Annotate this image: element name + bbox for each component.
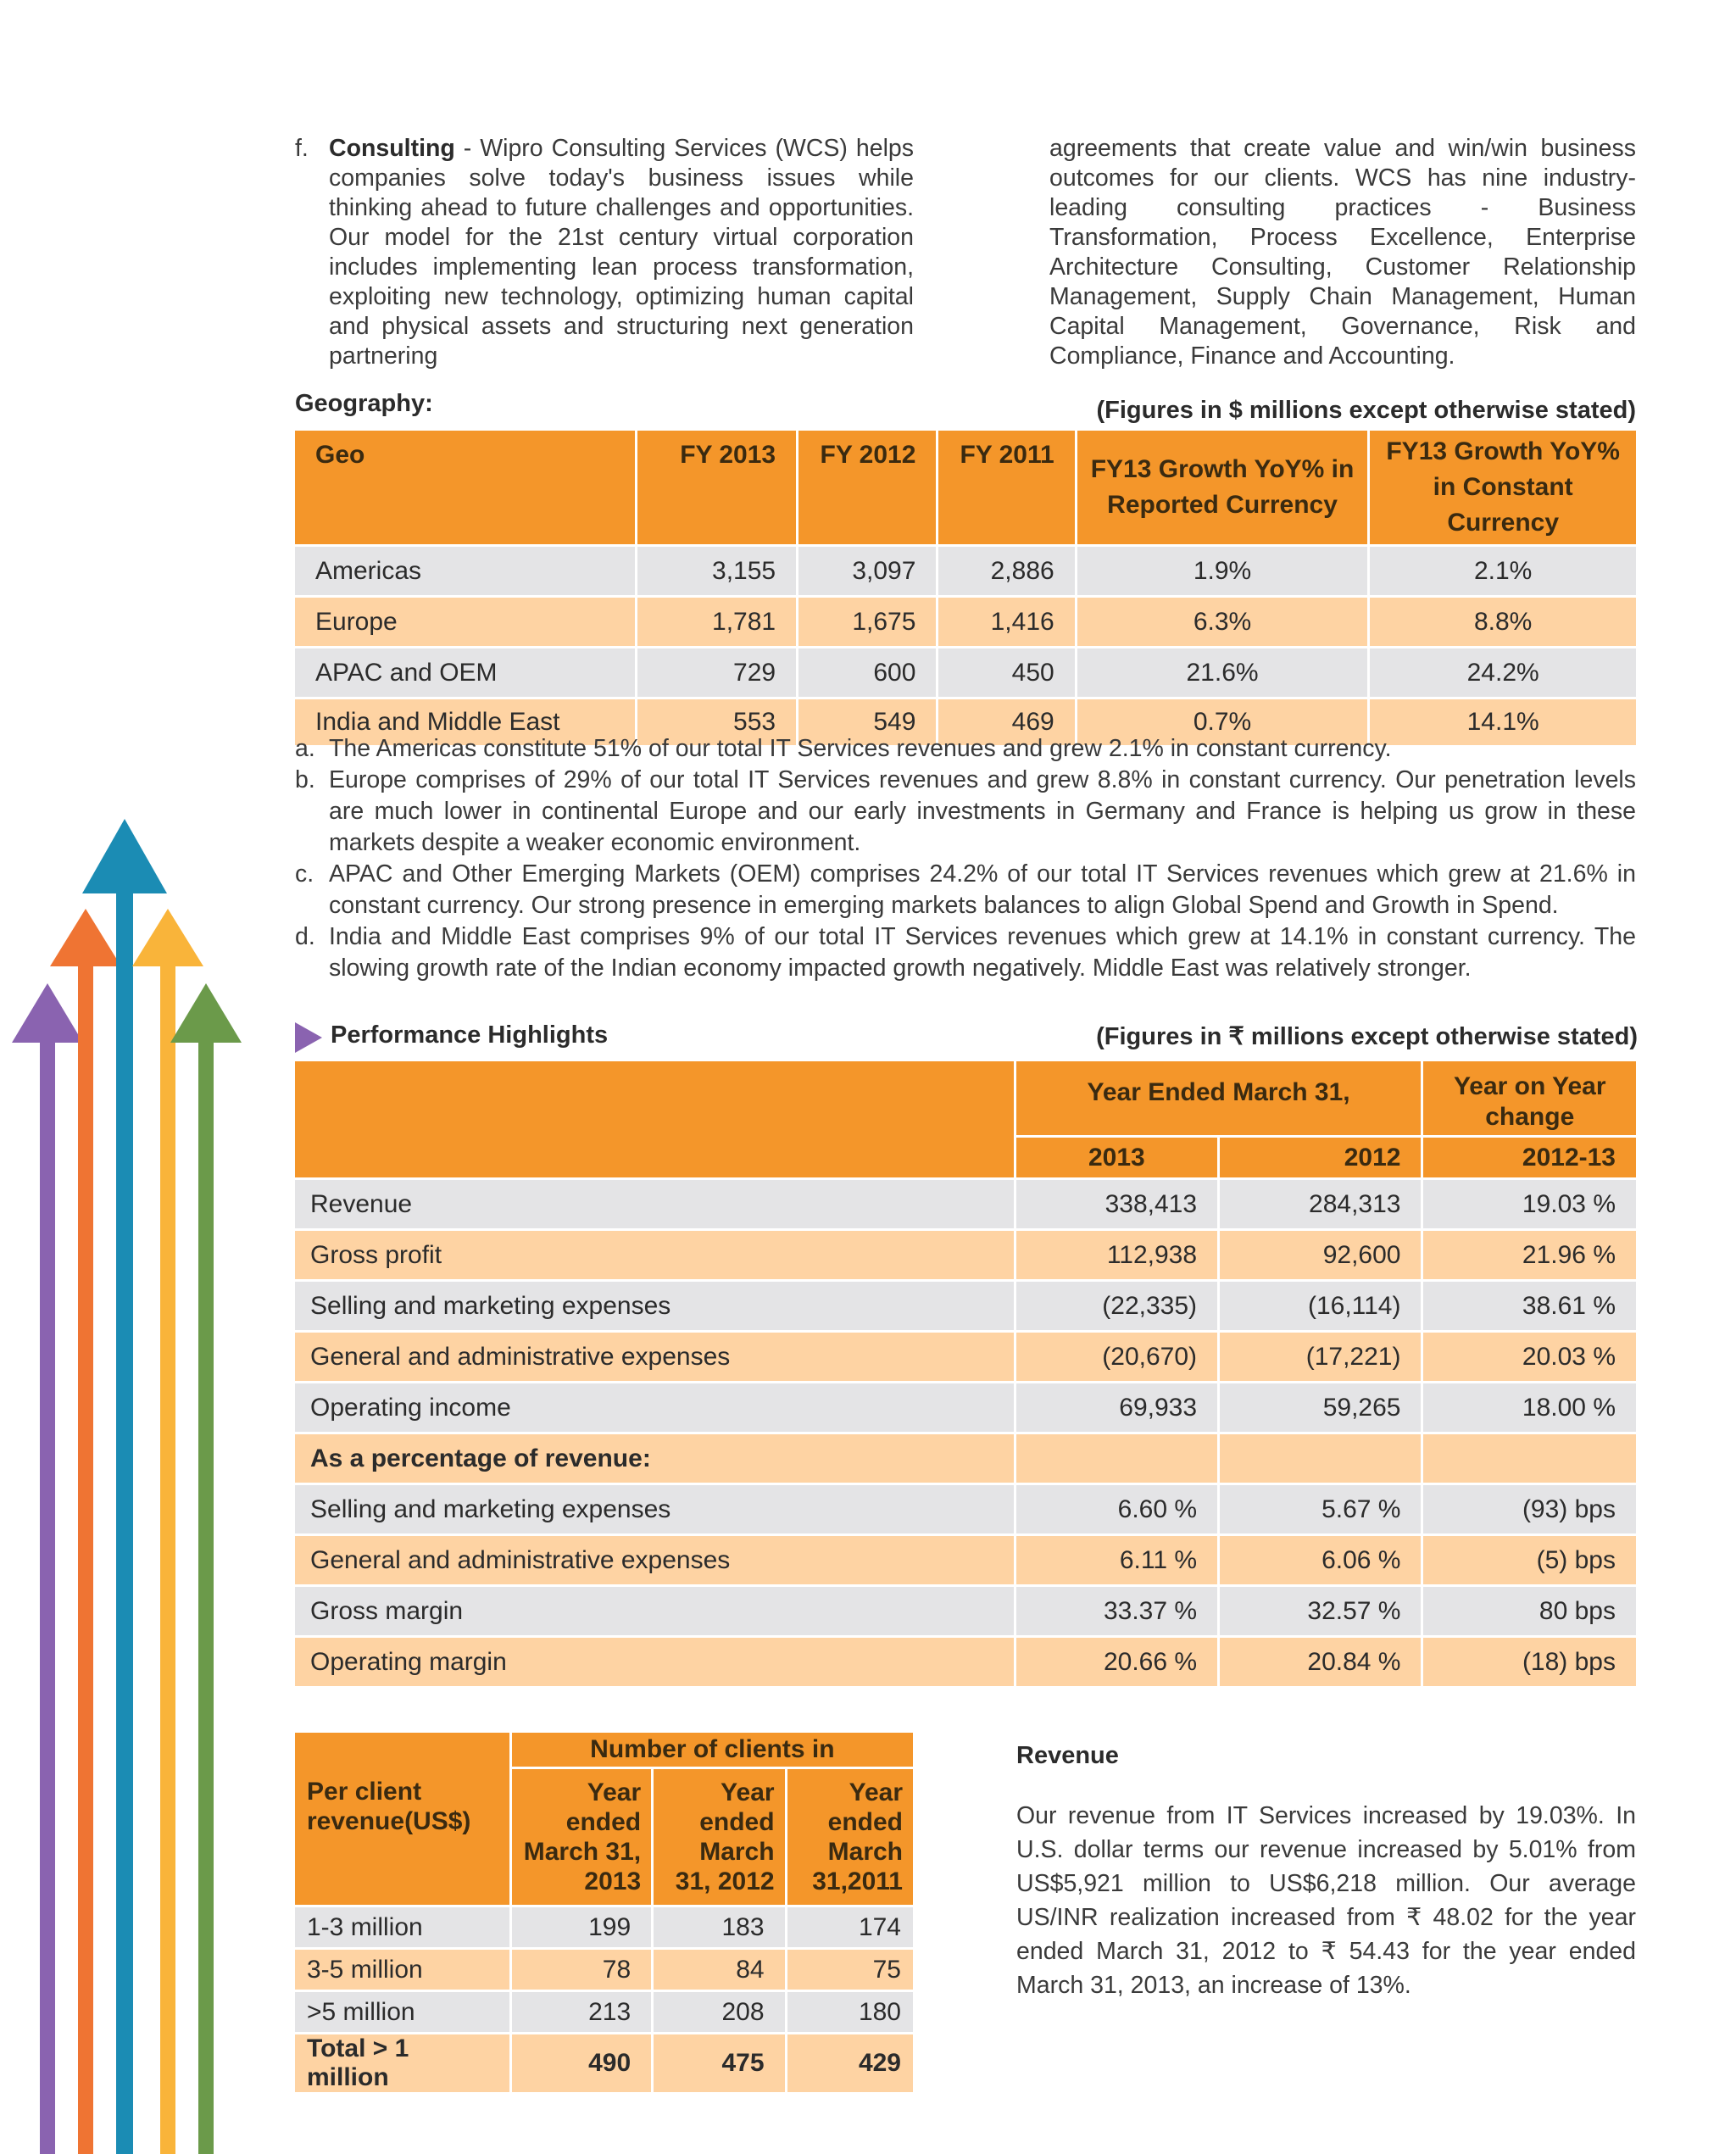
performance-note: (Figures in ₹ millions except otherwise stated) [1096,1023,1638,1050]
table-row: APAC and OEM 729 600 450 21.6% 24.2% [295,648,1636,697]
consulting-left-column: f. Consulting - Wipro Consulting Services (WCS) helps companies solve today's business issues while thinking ahead to future challenges and opportunities. Our model for the 21st century virtual corporation includes implementing lean process transformation, exploiting new technology, optimizing human capital and physical assets and structuring next generation partnering [295,135,915,370]
table-row: Revenue 338,413 284,313 19.03 % [295,1180,1636,1228]
consulting-text-left: Wipro Consulting Services (WCS) helps companies solve today's business issues while thinking ahead to future challenges and opportunities. Our model for the 21st century virtual corporation includes implementing lean process transformation, exploiting new technology, optimizing human capital and physical assets and structuring next generation partnering [329,135,915,370]
blue-arrow-icon [82,819,167,2154]
table-row: Europe 1,781 1,675 1,416 6.3% 8.8% [295,598,1636,646]
geography-note: (Figures in $ millions except otherwise stated) [1096,397,1636,424]
triangle-bullet-icon [295,1022,322,1053]
table-row: Selling and marketing expenses (22,335) (16,114) 38.61 % [295,1282,1636,1330]
table-row: Gross profit 112,938 92,600 21.96 % [295,1231,1636,1279]
revenue-text: Our revenue from IT Services increased by 19.03%. In U.S. dollar terms our revenue increased by 5.01% from US$5,921 million to US$6,218 million. Our average US/INR realization increased from ₹ 48.02 for the year ended March 31, 2012 to ₹ 54.43 for the year ended March 31, 2013, an increase of 13%. [1016,1802,1636,1999]
geography-title: Geography: [295,390,433,417]
header-yoy: Year on Year change [1453,1072,1606,1131]
table-row: India and Middle East 553 549 469 0.7% 14.1% [295,699,1636,745]
purple-arrow-icon [12,983,83,2154]
table-row: Operating margin 20.66 % 20.84 % (18) bps [295,1638,1636,1686]
performance-title: Performance Highlights [331,1021,609,1049]
geo-header-fy2012: FY 2012 [820,441,916,469]
orange-arrow-icon [50,909,121,2154]
table-row: 1-3 million 199 183 174 [295,1907,913,1947]
list-letter: f. [295,135,309,162]
consulting-text-right: agreements that create value and win/win business outcomes for our clients. WCS has nine industry-leading consulting practices - Business Transformation, Process Excellence, Enterprise Architecture Consulting, Customer Relationship Management, Supply Chain Management, Human Capital Management, Governance, Risk and Compliance, Finance and Accounting. [1049,135,1636,370]
table-row: Gross margin 33.37 % 32.57 % 80 bps [295,1587,1636,1635]
clients-header-group: Number of clients in [590,1735,835,1763]
geography-table [292,428,1639,748]
table-row: Operating income 69,933 59,265 18.00 % [295,1383,1636,1432]
yellow-arrow-icon [132,909,203,2154]
pct-label: As a percentage of revenue: [310,1444,651,1472]
table-row: General and administrative expenses 6.11 % 6.06 % (5) bps [295,1536,1636,1584]
geo-header-constant: FY13 Growth YoY% in Constant Currency [1386,437,1620,537]
consulting-title: Consulting [329,135,455,162]
list-item: b. Europe comprises of 29% of our total IT Services revenues and grew 8.8% in constant currency. Our penetration levels are much lower in continental Europe and our early investments in Germany and France is helping us grow in these markets despite a weaker economic environment. [295,766,1636,856]
list-item: c. APAC and Other Emerging Markets (OEM) comprises 24.2% of our total IT Services revenues which grew at 21.6% in constant currency. Our strong presence in emerging markets balances to align Global Spend and Growth in Spend. [295,860,1636,919]
table-row: >5 million 213 208 180 [295,1992,913,2032]
header-year-ended: Year Ended March 31, [1087,1078,1350,1106]
per-client-label: Per client revenue(US$) [307,1778,471,1835]
decorative-arrows [0,805,254,2154]
performance-table [292,1059,1639,1689]
consulting-right-column [1049,134,1636,371]
list-item: d. India and Middle East comprises 9% of our total IT Services revenues which grew at 14.1% in constant currency. The slowing growth rate of the Indian economy impacted growth negatively. Middle East was relatively stronger. [295,923,1636,982]
green-arrow-icon [170,983,242,2154]
list-item: a. The Americas constitute 51% of our total IT Services revenues and grew 2.1% in constant currency. [295,735,1392,762]
table-row: Americas 3,155 3,097 2,886 1.9% 2.1% [295,547,1636,595]
geo-header-fy2013: FY 2013 [680,441,776,469]
clients-table [292,1730,915,2095]
geo-header-reported: FY13 Growth YoY% in Reported Currency [1090,455,1355,519]
geography-notes [295,733,1636,984]
col-change: 2012-13 [1522,1143,1616,1172]
clients-col-2011: Year ended March 31,2011 [812,1778,903,1895]
col-2012: 2012 [1344,1143,1401,1172]
geo-header-fy2011: FY 2011 [960,441,1054,469]
clients-col-2012: Year ended March 31, 2012 [675,1778,775,1895]
table-row: General and administrative expenses (20,670) (17,221) 20.03 % [295,1333,1636,1381]
table-row-total: Total > 1 million 490 475 429 [295,2034,913,2092]
geo-header-geo: Geo [315,441,365,469]
table-row [295,1434,1636,1483]
table-row: Selling and marketing expenses 6.60 % 5.67 % (93) bps [295,1485,1636,1533]
revenue-title: Revenue [1016,1742,1119,1769]
table-row: 3-5 million 78 84 75 [295,1950,913,1990]
clients-col-2013: Year ended March 31, 2013 [523,1778,642,1895]
col-2013: 2013 [1088,1143,1145,1172]
